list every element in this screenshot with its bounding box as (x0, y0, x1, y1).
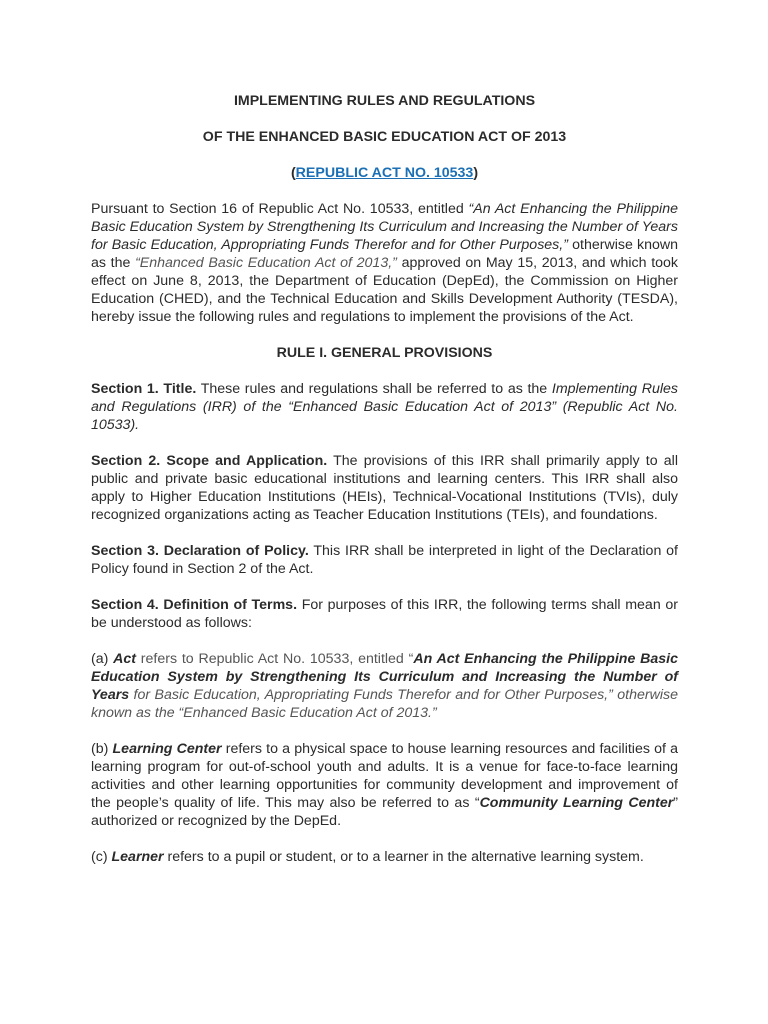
intro-text-c: otherwise known as the (91, 237, 678, 271)
intro-text-e: approved on May 15, 2013, and which took effect on June 8, 2013, the Department of Education (DepEd), the Commission on Higher Education (CHED), and the Technical Education and Skills Development Authority (TESDA), hereby issue the following rules and regulations to implement the provisions of the Act. (91, 255, 679, 325)
definition-b-text: refers to a physical space to house learning resources and facilities of a learning program for out-of-school youth and adults. It is a venue for face-to-face learning activities and other learning opportunities for community development and improvement of the people’s quality of life. This may also be referred to as “ (91, 741, 678, 811)
definition-c-prefix: (c) (91, 849, 112, 865)
definition-a-prefix: (a) (91, 651, 114, 667)
section-1-italic: Implementing Rules and Regulations (IRR) of the “Enhanced Basic Education Act of 2013” (Republic Act No. 10533). (91, 381, 678, 433)
intro-text-a: Pursuant to Section 16 of Republic Act No. 10533, entitled (91, 201, 469, 217)
definition-a-term: Act (113, 651, 137, 667)
definition-c (91, 848, 678, 866)
section-3-text: This IRR shall be interpreted in light of the Declaration of Policy found in Section 2 of the Act. (91, 543, 679, 577)
section-2 (91, 452, 678, 524)
definition-a-act-title: An Act Enhancing the Philippine Basic Education System by Strengthening Its Curriculum and Increasing the Number of Years (91, 651, 679, 703)
paren-open: ( (290, 165, 296, 181)
paren-close: ) (473, 165, 479, 181)
section-1-label: Section 1. Title. (91, 381, 197, 397)
definition-b-cl-term: Community Learning Center (479, 795, 674, 811)
section-4-text: For purposes of this IRR, the following terms shall mean or be understood as follows: (91, 597, 678, 631)
section-1 (91, 380, 678, 434)
definition-a (91, 650, 678, 722)
section-2-text: The provisions of this IRR shall primarily apply to all public and private basic educational institutions and learning centers. This IRR shall also apply to Higher Education Institutions (HEIs), Technical-Vocational Institutions (TVIs), duly recognized organizations acting as Teacher Education Institutions (TEIs), and foundations. (91, 453, 678, 523)
intro-act-title: “An Act Enhancing the Philippine Basic Education System by Strengthening Its Curriculum and Increasing the Number of Years for Basic Education, Appropriating Funds Therefor and for Other Purposes,” (91, 201, 678, 253)
republic-act-heading (91, 164, 678, 182)
definition-b (91, 740, 678, 830)
document-page (91, 92, 678, 866)
section-3-label: Section 3. Declaration of Policy. (91, 543, 309, 559)
section-4 (91, 596, 678, 632)
definition-c-text: refers to a pupil or student, or to a learner in the alternative learning system. (163, 849, 644, 865)
republic-act-link[interactable]: REPUBLIC ACT NO. 10533 (295, 165, 474, 181)
intro-short-title: “Enhanced Basic Education Act of 2013,” (135, 255, 397, 271)
definition-b-term: Learning Center (112, 741, 222, 757)
document-title-line1: IMPLEMENTING RULES AND REGULATIONS (233, 93, 536, 109)
intro-paragraph (91, 200, 678, 326)
definition-b-rest: ” authorized or recognized by the DepEd. (91, 795, 678, 829)
section-4-label: Section 4. Definition of Terms. (91, 597, 298, 613)
section-2-label: Section 2. Scope and Application. (91, 453, 328, 469)
rule-1-heading: RULE I. GENERAL PROVISIONS (276, 345, 493, 361)
document-title-line2: OF THE ENHANCED BASIC EDUCATION ACT OF 2013 (202, 129, 567, 145)
section-3 (91, 542, 678, 578)
definition-c-term: Learner (111, 849, 164, 865)
definition-b-prefix: (b) (91, 741, 113, 757)
section-1-text: These rules and regulations shall be referred to as the (196, 381, 552, 397)
definition-a-text: refers to Republic Act No. 10533, entitled “ (136, 651, 414, 667)
definition-a-rest: for Basic Education, Appropriating Funds Therefor and for Other Purposes,” otherwise known as the “Enhanced Basic Education Act of 2013.” (91, 687, 678, 721)
